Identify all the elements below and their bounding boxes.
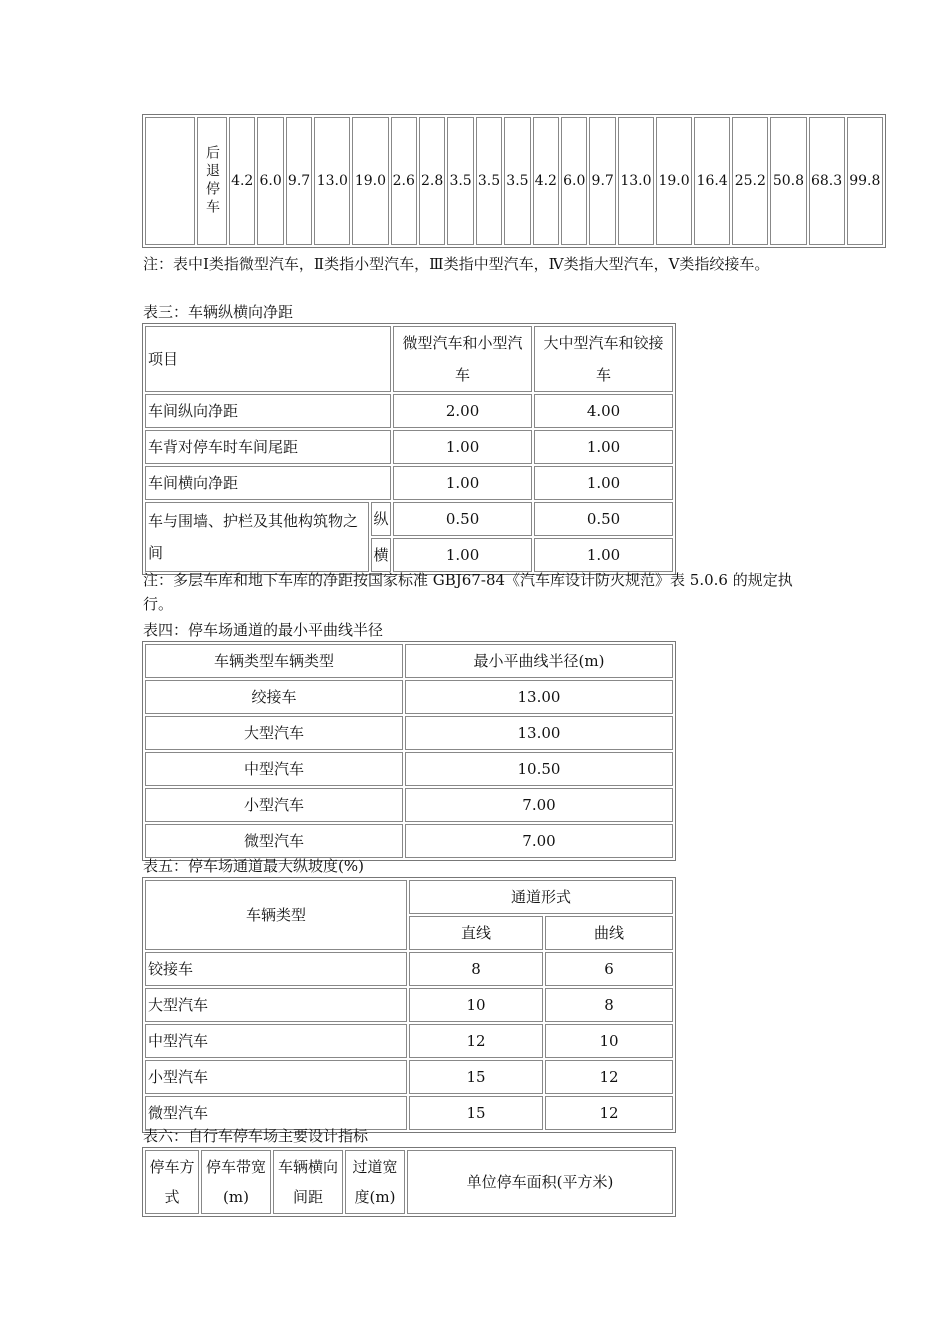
table5-caption: 表五：停车场通道最大纵坡度(%) [143, 857, 364, 875]
value-cell: 13.00 [405, 716, 673, 750]
value-cell: 12 [409, 1024, 543, 1058]
header-unit-area: 单位停车面积(平方米) [407, 1150, 673, 1214]
header-vehicle-type: 车辆类型 [145, 880, 407, 950]
vehicle-type-cell: 中型汽车 [145, 1024, 407, 1058]
table-row [145, 988, 673, 1022]
value-cell: 15 [409, 1060, 543, 1094]
value-cell: 9.7 [286, 117, 312, 245]
vehicle-type-cell: 小型汽车 [145, 788, 403, 822]
table-header-row [145, 880, 673, 914]
row-label-cell: 后退停车 [197, 117, 227, 245]
value-cell: 99.8 [847, 117, 883, 245]
header-band-width: 停车带宽(m) [201, 1150, 271, 1214]
table-row [145, 502, 673, 536]
table-row [145, 1024, 673, 1058]
value-cell: 0.50 [534, 502, 673, 536]
value-cell: 16.4 [694, 117, 730, 245]
value-cell: 10.50 [405, 752, 673, 786]
value-cell: 25.2 [732, 117, 768, 245]
vehicle-type-cell: 大型汽车 [145, 716, 403, 750]
value-cell: 15 [409, 1096, 543, 1130]
value-cell: 2.00 [393, 394, 532, 428]
table6-caption: 表六：自行车停车场主要设计指标 [143, 1127, 369, 1145]
empty-cell [145, 117, 195, 245]
table-row [145, 952, 673, 986]
value-cell: 12 [545, 1096, 673, 1130]
note-vehicle-classes: 注：表中Ⅰ类指微型汽车，Ⅱ类指小型汽车，Ⅲ类指中型汽车，Ⅳ类指大型汽车，Ⅴ类指绞接车。 [143, 255, 770, 273]
table-header-row [145, 1150, 673, 1214]
header-large-vehicles: 大中型汽车和铰接车 [534, 326, 673, 392]
value-cell: 4.2 [533, 117, 559, 245]
row-label: 车间纵向净距 [145, 394, 391, 428]
sub-label-lateral: 横 [371, 538, 391, 572]
value-cell: 13.00 [405, 680, 673, 714]
value-cell: 8 [545, 988, 673, 1022]
value-cell: 3.5 [476, 117, 502, 245]
header-aisle-width: 过道宽度(m) [345, 1150, 405, 1214]
value-cell: 7.00 [405, 824, 673, 858]
table-row [145, 466, 673, 500]
vehicle-type-cell: 大型汽车 [145, 988, 407, 1022]
value-cell: 3.5 [504, 117, 530, 245]
note-garage-standard: 注：多层车库和地下车库的净距按国家标准 GBJ67-84《汽车库设计防火规范》表 5.0.6 的规定执行。 [143, 571, 793, 613]
vehicle-clearance-table [142, 323, 676, 575]
table-row [145, 716, 673, 750]
header-item: 项目 [145, 326, 391, 392]
value-cell: 10 [409, 988, 543, 1022]
vehicle-type-cell: 绞接车 [145, 680, 403, 714]
value-cell: 19.0 [656, 117, 692, 245]
header-parking-mode: 停车方式 [145, 1150, 199, 1214]
value-cell: 7.00 [405, 788, 673, 822]
row-label: 车间横向净距 [145, 466, 391, 500]
value-cell: 1.00 [393, 538, 532, 572]
value-cell: 68.3 [809, 117, 845, 245]
header-curve: 曲线 [545, 916, 673, 950]
value-cell: 1.00 [534, 430, 673, 464]
value-cell: 0.50 [393, 502, 532, 536]
value-cell: 1.00 [534, 466, 673, 500]
max-slope-table [142, 877, 676, 1133]
table-row [145, 788, 673, 822]
value-cell: 1.00 [393, 430, 532, 464]
header-vehicle-type: 车辆类型车辆类型 [145, 644, 403, 678]
vehicle-type-cell: 中型汽车 [145, 752, 403, 786]
row-label-wall: 车与围墙、护栏及其他构筑物之间 [145, 502, 369, 572]
value-cell: 4.2 [229, 117, 255, 245]
table-header-row [145, 326, 673, 392]
table-row [145, 394, 673, 428]
value-cell: 13.0 [618, 117, 654, 245]
vehicle-type-cell: 铰接车 [145, 952, 407, 986]
value-cell: 4.00 [534, 394, 673, 428]
row-label: 车背对停车时车间尾距 [145, 430, 391, 464]
sub-label-longitudinal: 纵 [371, 502, 391, 536]
vehicle-type-cell: 小型汽车 [145, 1060, 407, 1094]
table-header-row [145, 644, 673, 678]
value-cell: 19.0 [352, 117, 388, 245]
value-cell: 8 [409, 952, 543, 986]
bicycle-parking-table [142, 1147, 676, 1217]
vehicle-type-cell: 微型汽车 [145, 1096, 407, 1130]
table3-caption: 表三：车辆纵横向净距 [143, 303, 294, 321]
value-cell: 9.7 [589, 117, 615, 245]
table-row [145, 824, 673, 858]
value-cell: 1.00 [534, 538, 673, 572]
table-row [145, 117, 883, 245]
header-straight: 直线 [409, 916, 543, 950]
value-cell: 6.0 [561, 117, 587, 245]
value-cell: 50.8 [770, 117, 806, 245]
table-row [145, 752, 673, 786]
value-cell: 2.6 [391, 117, 417, 245]
value-cell: 6 [545, 952, 673, 986]
value-cell: 13.0 [314, 117, 350, 245]
header-min-radius: 最小平曲线半径(m) [405, 644, 673, 678]
header-small-vehicles: 微型汽车和小型汽车 [393, 326, 532, 392]
value-cell: 12 [545, 1060, 673, 1094]
value-cell: 10 [545, 1024, 673, 1058]
parking-area-table-fragment [142, 114, 886, 248]
header-aisle-form: 通道形式 [409, 880, 673, 914]
table-row [145, 1060, 673, 1094]
table-row [145, 680, 673, 714]
value-cell: 3.5 [447, 117, 473, 245]
table4-caption: 表四：停车场通道的最小平曲线半径 [143, 621, 384, 639]
vehicle-type-cell: 微型汽车 [145, 824, 403, 858]
value-cell: 2.8 [419, 117, 445, 245]
header-lateral-spacing: 车辆横向间距 [273, 1150, 343, 1214]
value-cell: 1.00 [393, 466, 532, 500]
value-cell: 6.0 [257, 117, 283, 245]
min-curve-radius-table [142, 641, 676, 861]
table-row [145, 430, 673, 464]
